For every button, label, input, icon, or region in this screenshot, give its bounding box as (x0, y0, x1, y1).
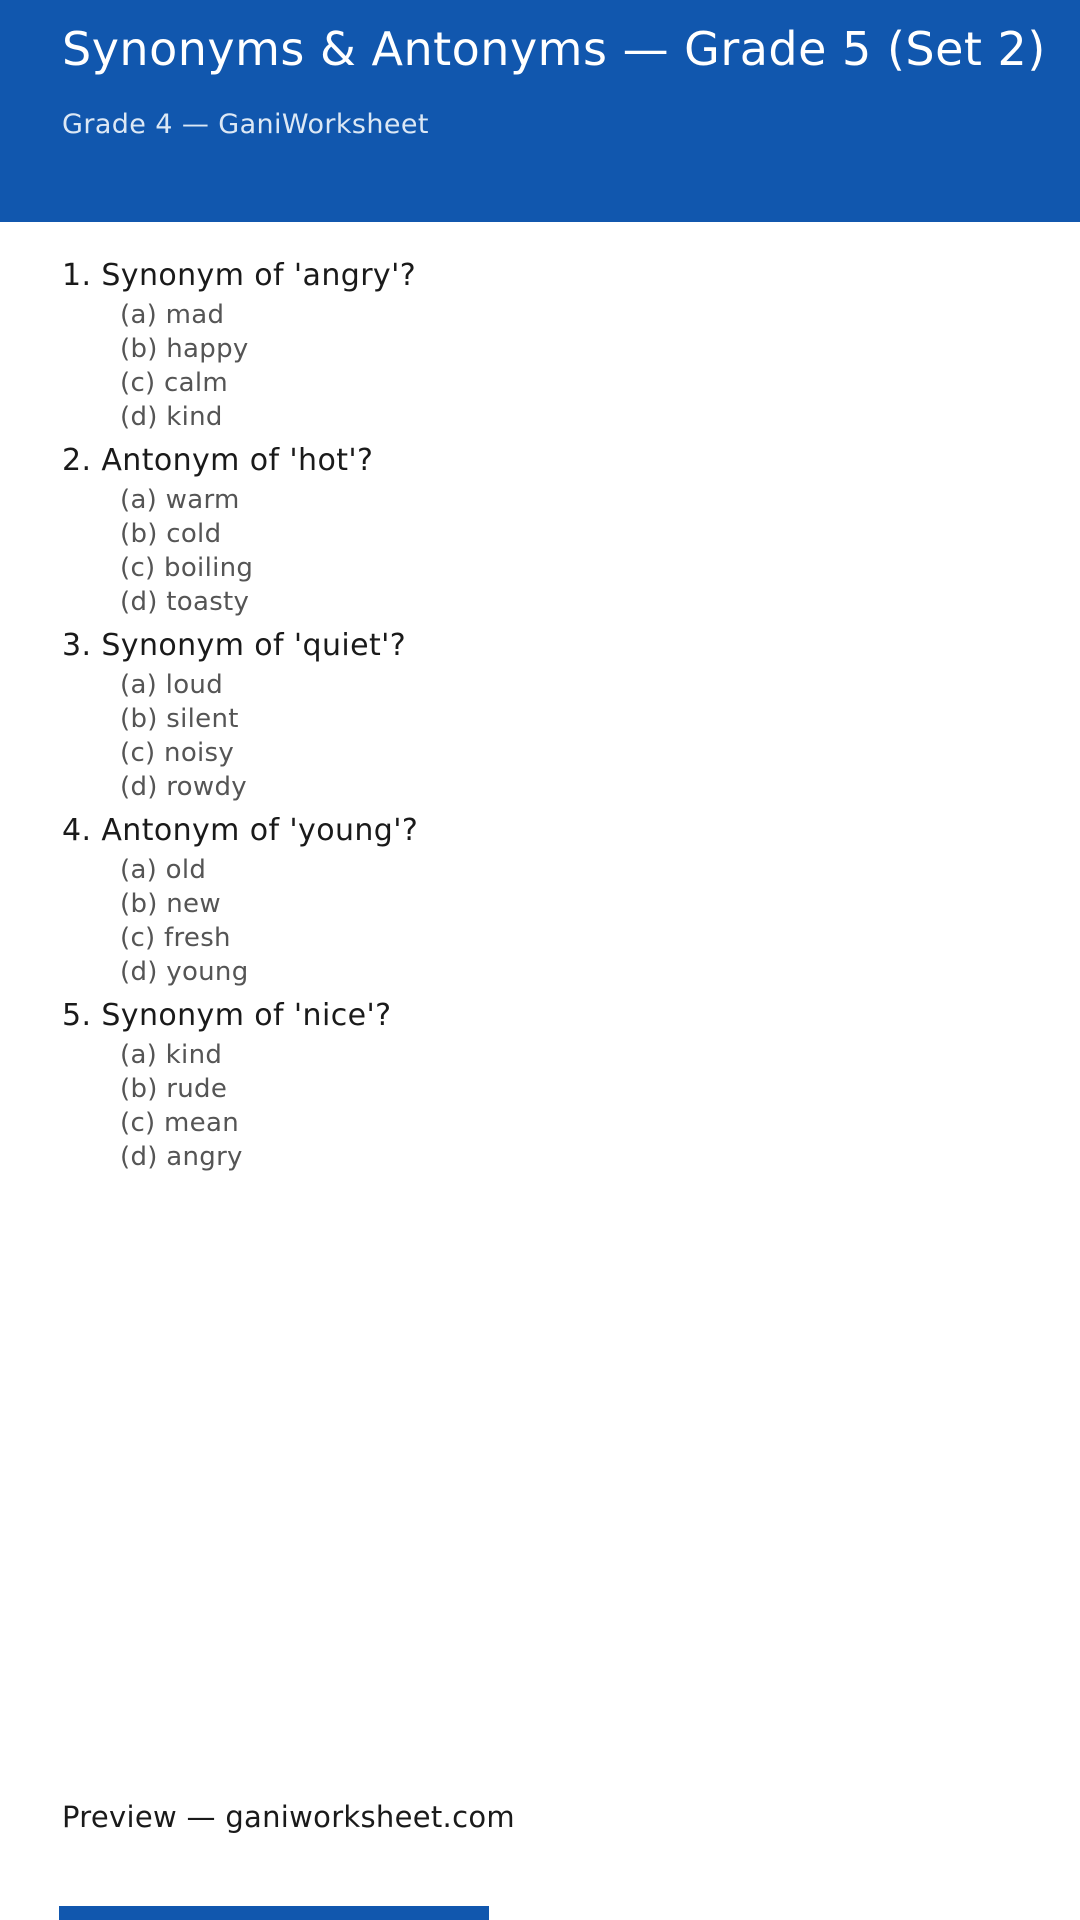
question-options (62, 1038, 1040, 1174)
question-option: (a) kind (120, 1040, 223, 1070)
question-label: 5. Synonym of 'nice'? (62, 998, 392, 1033)
question-option: (c) mean (120, 1108, 239, 1138)
page-title: Synonyms & Antonyms — Grade 5 (Set 2) (62, 22, 1046, 76)
question-option: (d) young (120, 957, 249, 987)
question-option: (c) calm (120, 368, 229, 398)
question-option: (b) new (120, 889, 221, 919)
page-subtitle: Grade 4 — GaniWorksheet (62, 109, 429, 141)
question-label: 4. Antonym of 'young'? (62, 813, 419, 848)
header-banner (0, 0, 1080, 222)
question-options (62, 298, 1040, 434)
question-label: 1. Synonym of 'angry'? (62, 258, 417, 293)
question-block (62, 441, 1040, 619)
question-option: (a) warm (120, 485, 240, 515)
question-label: 2. Antonym of 'hot'? (62, 443, 374, 478)
footer-accent-bar (59, 1906, 489, 1920)
question-option: (d) rowdy (120, 772, 247, 802)
question-option: (c) noisy (120, 738, 235, 768)
question-option: (a) old (120, 855, 207, 885)
question-options (62, 483, 1040, 619)
question-option: (d) angry (120, 1142, 243, 1172)
question-option: (b) rude (120, 1074, 228, 1104)
question-block (62, 626, 1040, 804)
question-block (62, 996, 1040, 1174)
question-option: (a) loud (120, 670, 223, 700)
footer-preview-text: Preview — ganiworksheet.com (62, 1800, 515, 1834)
question-option: (a) mad (120, 300, 225, 330)
question-block (62, 811, 1040, 989)
question-option: (d) toasty (120, 587, 250, 617)
question-label: 3. Synonym of 'quiet'? (62, 628, 407, 663)
question-option: (d) kind (120, 402, 223, 432)
question-options (62, 853, 1040, 989)
question-option: (b) happy (120, 334, 249, 364)
question-options (62, 668, 1040, 804)
question-option: (b) silent (120, 704, 239, 734)
question-option: (c) boiling (120, 553, 254, 583)
question-block (62, 256, 1040, 434)
question-option: (c) fresh (120, 923, 231, 953)
question-option: (b) cold (120, 519, 222, 549)
questions-list (0, 222, 1080, 1181)
